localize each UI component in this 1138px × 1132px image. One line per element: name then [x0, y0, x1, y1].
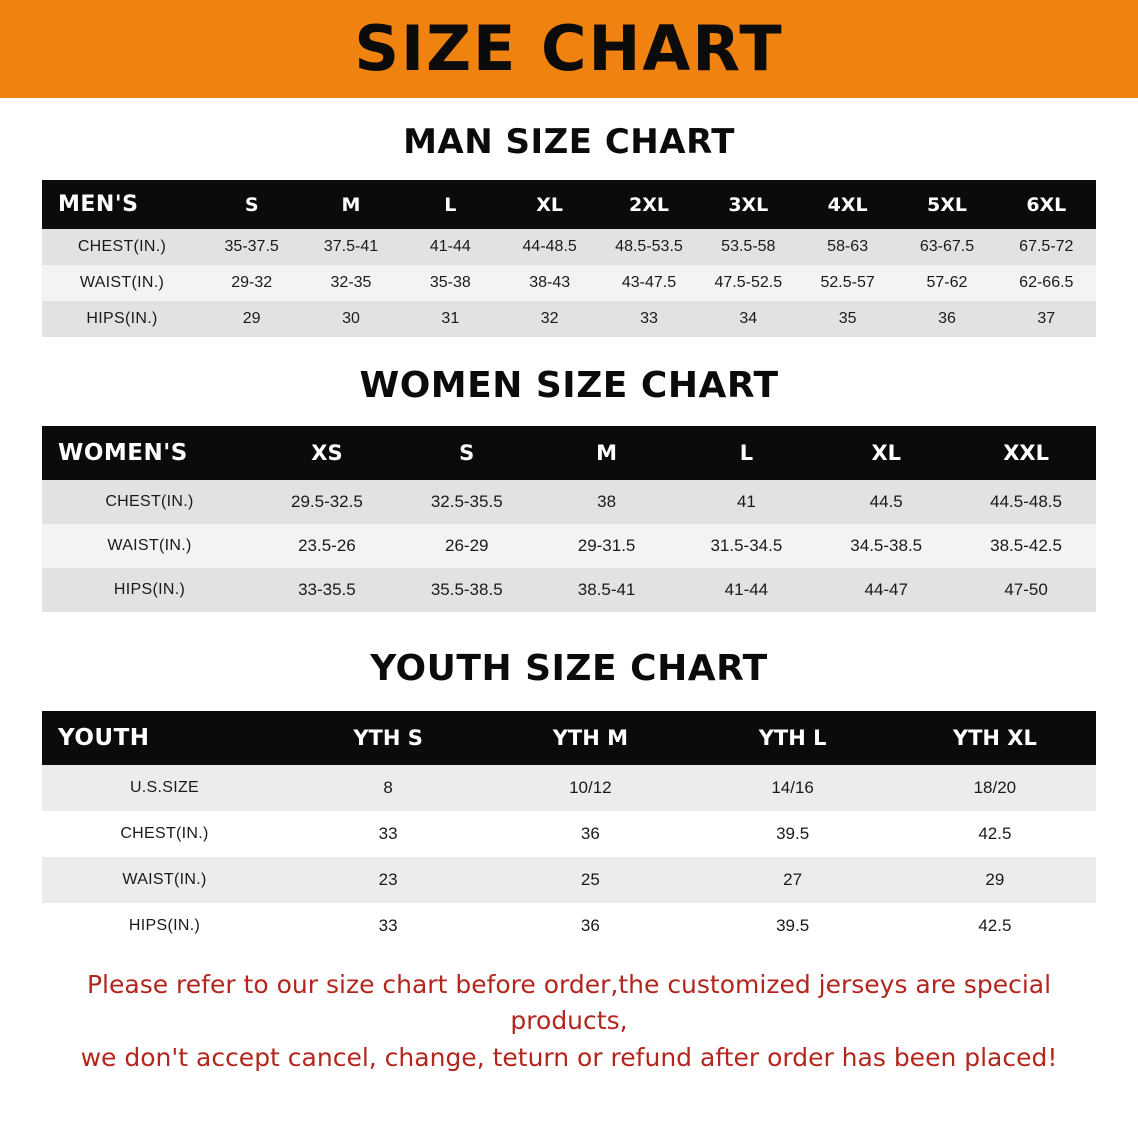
table-cell: 44.5: [816, 480, 956, 524]
table-cell: 14/16: [692, 765, 894, 811]
table-cell: 29-32: [202, 265, 301, 301]
women-col-m: M: [537, 426, 677, 480]
youth-col-xl: YTH XL: [894, 711, 1096, 765]
table-cell: 31.5-34.5: [676, 524, 816, 568]
women-row-label-chest: CHEST(IN.): [42, 480, 257, 524]
women-size-table: [42, 426, 1096, 612]
table-cell: 38: [537, 480, 677, 524]
man-row-label-chest: CHEST(IN.): [42, 229, 202, 265]
table-cell: 30: [301, 301, 400, 337]
table-header-row: [42, 180, 1096, 229]
table-cell: 29: [894, 857, 1096, 903]
table-cell: 35.5-38.5: [397, 568, 537, 612]
table-row: [42, 229, 1096, 265]
man-table-body: [42, 229, 1096, 337]
table-cell: 41-44: [401, 229, 500, 265]
table-cell: 37: [997, 301, 1096, 337]
table-cell: 36: [489, 811, 691, 857]
table-cell: 63-67.5: [897, 229, 996, 265]
man-col-6xl: 6XL: [997, 180, 1096, 229]
youth-row-label-ussize: U.S.SIZE: [42, 765, 287, 811]
table-cell: 39.5: [692, 903, 894, 949]
table-row: [42, 903, 1096, 949]
youth-size-table: [42, 711, 1096, 949]
women-col-xl: XL: [816, 426, 956, 480]
women-table-wrapper: [0, 426, 1138, 612]
man-col-l: L: [401, 180, 500, 229]
table-cell: 35-38: [401, 265, 500, 301]
man-col-xl: XL: [500, 180, 599, 229]
man-row-label-waist: WAIST(IN.): [42, 265, 202, 301]
page-title: SIZE CHART: [354, 12, 784, 85]
disclaimer-note: [0, 967, 1138, 1076]
youth-row-label-waist: WAIST(IN.): [42, 857, 287, 903]
table-cell: 53.5-58: [699, 229, 798, 265]
table-cell: 39.5: [692, 811, 894, 857]
table-cell: 35-37.5: [202, 229, 301, 265]
table-cell: 36: [489, 903, 691, 949]
man-row-label-hips: HIPS(IN.): [42, 301, 202, 337]
youth-header-label: YOUTH: [42, 711, 287, 765]
table-cell: 29-31.5: [537, 524, 677, 568]
youth-col-m: YTH M: [489, 711, 691, 765]
table-row: [42, 524, 1096, 568]
youth-row-label-chest: CHEST(IN.): [42, 811, 287, 857]
table-cell: 41-44: [676, 568, 816, 612]
man-size-table: [42, 180, 1096, 337]
youth-col-s: YTH S: [287, 711, 489, 765]
table-cell: 42.5: [894, 903, 1096, 949]
table-cell: 34: [699, 301, 798, 337]
women-header-label: WOMEN'S: [42, 426, 257, 480]
man-table-wrapper: [0, 180, 1138, 337]
table-cell: 47.5-52.5: [699, 265, 798, 301]
women-table-body: [42, 480, 1096, 612]
table-row: [42, 765, 1096, 811]
table-cell: 23.5-26: [257, 524, 397, 568]
table-cell: 33-35.5: [257, 568, 397, 612]
table-cell: 57-62: [897, 265, 996, 301]
table-row: [42, 301, 1096, 337]
table-cell: 26-29: [397, 524, 537, 568]
table-cell: 44-48.5: [500, 229, 599, 265]
table-cell: 44-47: [816, 568, 956, 612]
table-header-row: [42, 426, 1096, 480]
table-cell: 10/12: [489, 765, 691, 811]
table-cell: 48.5-53.5: [599, 229, 698, 265]
table-header-row: [42, 711, 1096, 765]
table-cell: 35: [798, 301, 897, 337]
youth-table-wrapper: [0, 711, 1138, 949]
women-table-head: [42, 426, 1096, 480]
table-cell: 18/20: [894, 765, 1096, 811]
man-col-4xl: 4XL: [798, 180, 897, 229]
table-cell: 47-50: [956, 568, 1096, 612]
table-cell: 38.5-42.5: [956, 524, 1096, 568]
table-cell: 42.5: [894, 811, 1096, 857]
table-cell: 62-66.5: [997, 265, 1096, 301]
youth-table-head: [42, 711, 1096, 765]
women-row-label-waist: WAIST(IN.): [42, 524, 257, 568]
table-cell: 52.5-57: [798, 265, 897, 301]
table-cell: 36: [897, 301, 996, 337]
man-col-m: M: [301, 180, 400, 229]
man-col-s: S: [202, 180, 301, 229]
man-header-label: MEN'S: [42, 180, 202, 229]
table-cell: 25: [489, 857, 691, 903]
table-cell: 37.5-41: [301, 229, 400, 265]
table-cell: 33: [599, 301, 698, 337]
table-cell: 38.5-41: [537, 568, 677, 612]
table-cell: 41: [676, 480, 816, 524]
women-section-heading: WOMEN SIZE CHART: [359, 365, 779, 406]
man-section-heading: MAN SIZE CHART: [403, 122, 735, 162]
table-row: [42, 480, 1096, 524]
women-col-xxl: XXL: [956, 426, 1096, 480]
man-col-5xl: 5XL: [897, 180, 996, 229]
table-row: [42, 811, 1096, 857]
table-row: [42, 857, 1096, 903]
women-col-s: S: [397, 426, 537, 480]
man-col-3xl: 3XL: [699, 180, 798, 229]
table-cell: 32: [500, 301, 599, 337]
table-cell: 27: [692, 857, 894, 903]
table-cell: 33: [287, 811, 489, 857]
table-cell: 34.5-38.5: [816, 524, 956, 568]
table-row: [42, 568, 1096, 612]
disclaimer-line-1: Please refer to our size chart before order,the customized jerseys are special products,: [86, 970, 1052, 1036]
table-cell: 32-35: [301, 265, 400, 301]
disclaimer-line-2: we don't accept cancel, change, teturn or refund after order has been placed!: [80, 1042, 1058, 1072]
table-cell: 8: [287, 765, 489, 811]
table-cell: 29.5-32.5: [257, 480, 397, 524]
table-cell: 33: [287, 903, 489, 949]
youth-row-label-hips: HIPS(IN.): [42, 903, 287, 949]
table-row: [42, 265, 1096, 301]
table-cell: 31: [401, 301, 500, 337]
women-col-l: L: [676, 426, 816, 480]
women-col-xs: XS: [257, 426, 397, 480]
man-col-2xl: 2XL: [599, 180, 698, 229]
table-cell: 58-63: [798, 229, 897, 265]
table-cell: 29: [202, 301, 301, 337]
women-row-label-hips: HIPS(IN.): [42, 568, 257, 612]
table-cell: 38-43: [500, 265, 599, 301]
table-cell: 23: [287, 857, 489, 903]
table-cell: 32.5-35.5: [397, 480, 537, 524]
youth-section-heading: YOUTH SIZE CHART: [370, 648, 768, 689]
page-banner: [0, 0, 1138, 98]
table-cell: 43-47.5: [599, 265, 698, 301]
youth-table-body: [42, 765, 1096, 949]
youth-col-l: YTH L: [692, 711, 894, 765]
table-cell: 44.5-48.5: [956, 480, 1096, 524]
man-table-head: [42, 180, 1096, 229]
table-cell: 67.5-72: [997, 229, 1096, 265]
